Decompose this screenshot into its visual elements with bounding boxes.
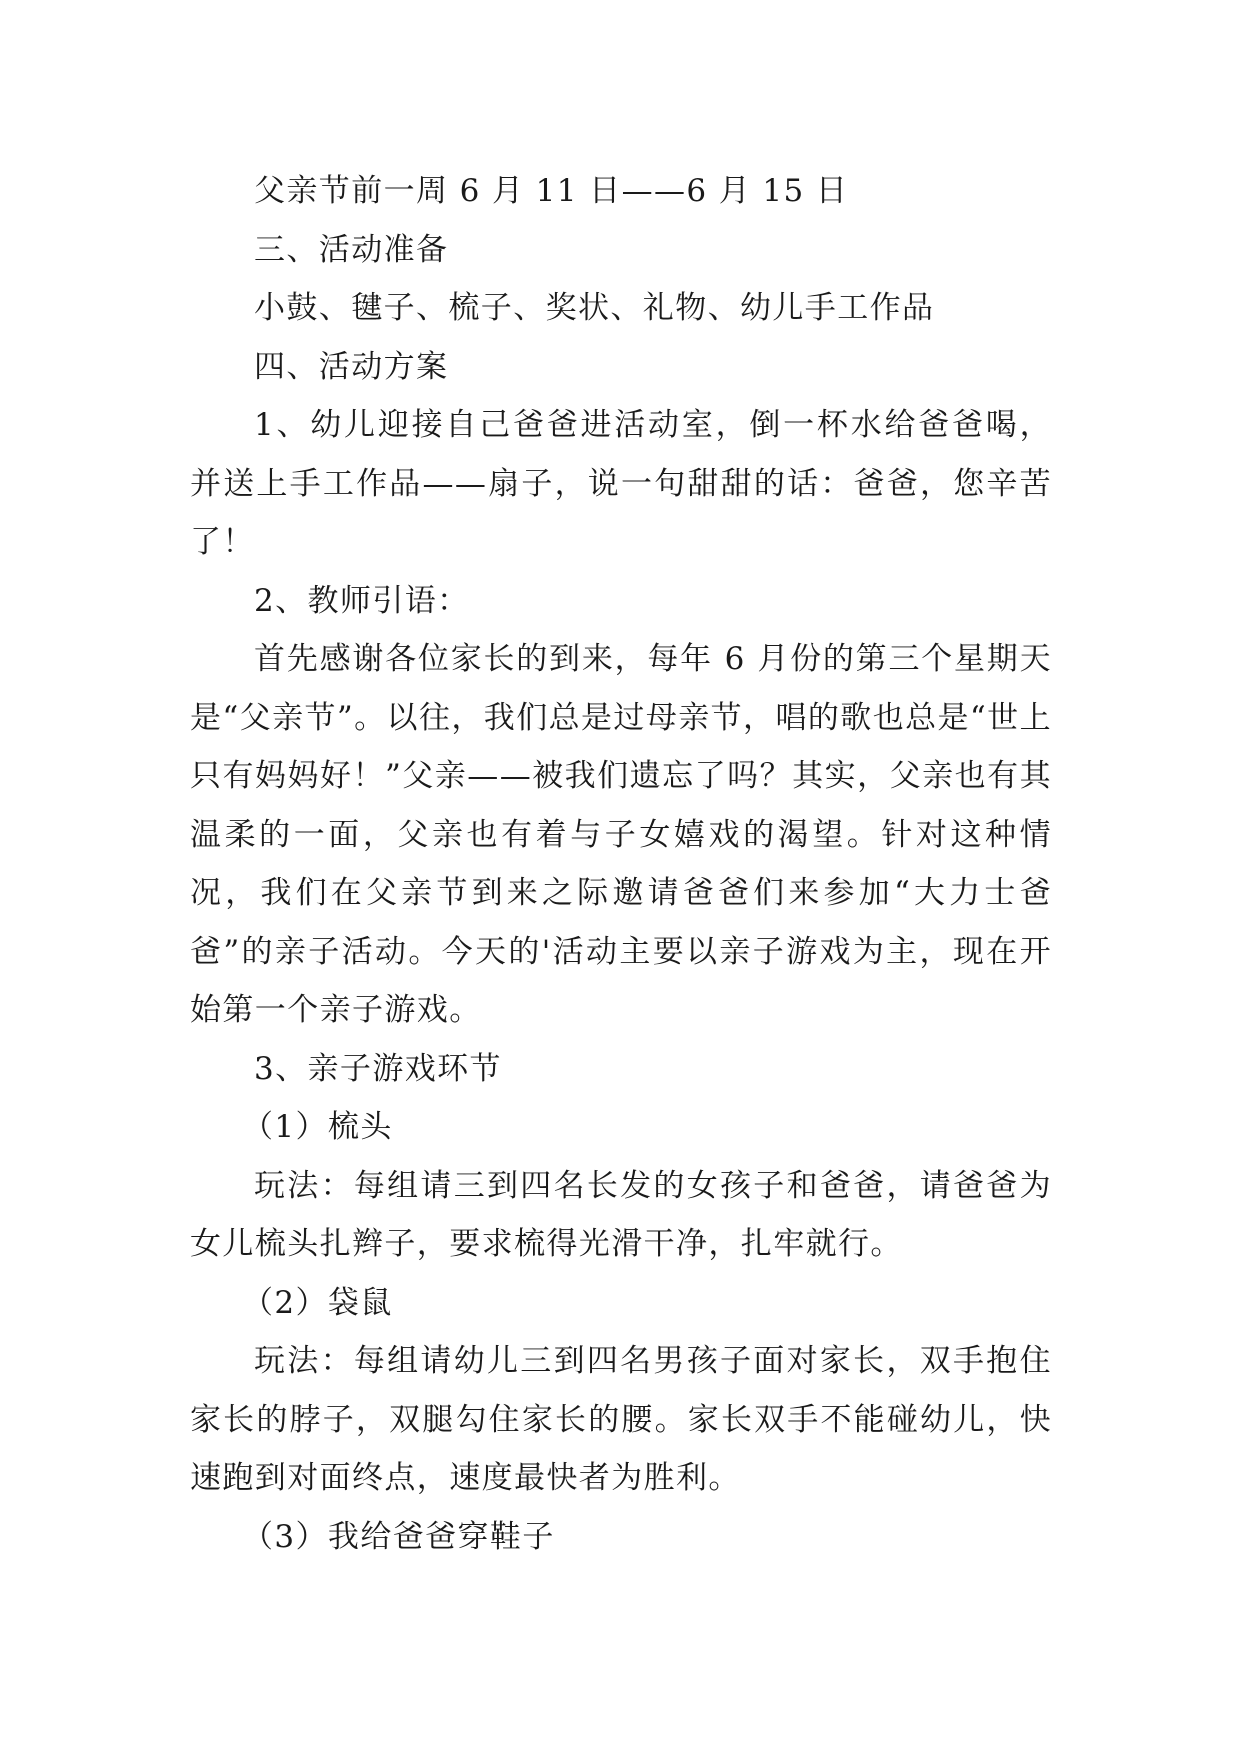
game-2-title: （2）袋鼠 bbox=[242, 1284, 393, 1321]
plan-step-2-heading: 2、教师引语： bbox=[254, 582, 470, 619]
teacher-speech: 首先感谢各位家长的到来，每年 6 月份的第三个星期天是“父亲节”。以往，我们总是过母亲节，唱的歌也总是“世上只有妈妈好！”父亲——被我们遗忘了吗？其实，父亲也有其温柔的一面，父亲也有着与子女嬉戏的渴望。针对这种情况，我们在父亲节到来之际邀请爸爸们来参加“大力士爸爸”的亲子活动。今天的'活动主要以亲子游戏为主，现在开始第一个亲子游戏。 bbox=[190, 641, 1052, 1028]
activity-time-line: 父亲节前一周 6 月 11 日——6 月 15 日 bbox=[254, 173, 849, 209]
plan-step-1: 1、幼儿迎接自己爸爸进活动室，倒一杯水给爸爸喝，并送上手工作品——扇子，说一句甜甜的话：爸爸，您辛苦了！ bbox=[190, 407, 1052, 560]
plan-step-3-heading: 3、亲子游戏环节 bbox=[254, 1050, 502, 1087]
section-heading-plan: 四、活动方案 bbox=[254, 348, 449, 385]
game-2-rules: 玩法：每组请幼儿三到四名男孩子面对家长，双手抱住家长的脖子，双腿勾住家长的腰。家长双手不能碰幼儿，快速跑到对面终点，速度最快者为胜利。 bbox=[190, 1343, 1052, 1496]
preparation-items: 小鼓、毽子、梳子、奖状、礼物、幼儿手工作品 bbox=[254, 290, 935, 326]
game-3-title: （3）我给爸爸穿鞋子 bbox=[242, 1518, 555, 1555]
game-1-title: （1）梳头 bbox=[242, 1109, 393, 1145]
document-body bbox=[190, 162, 1052, 1566]
game-1-rules: 玩法：每组请三到四名长发的女孩子和爸爸，请爸爸为女儿梳头扎辫子，要求梳得光滑干净，扎牢就行。 bbox=[190, 1167, 1052, 1262]
section-heading-preparation: 三、活动准备 bbox=[254, 231, 449, 268]
